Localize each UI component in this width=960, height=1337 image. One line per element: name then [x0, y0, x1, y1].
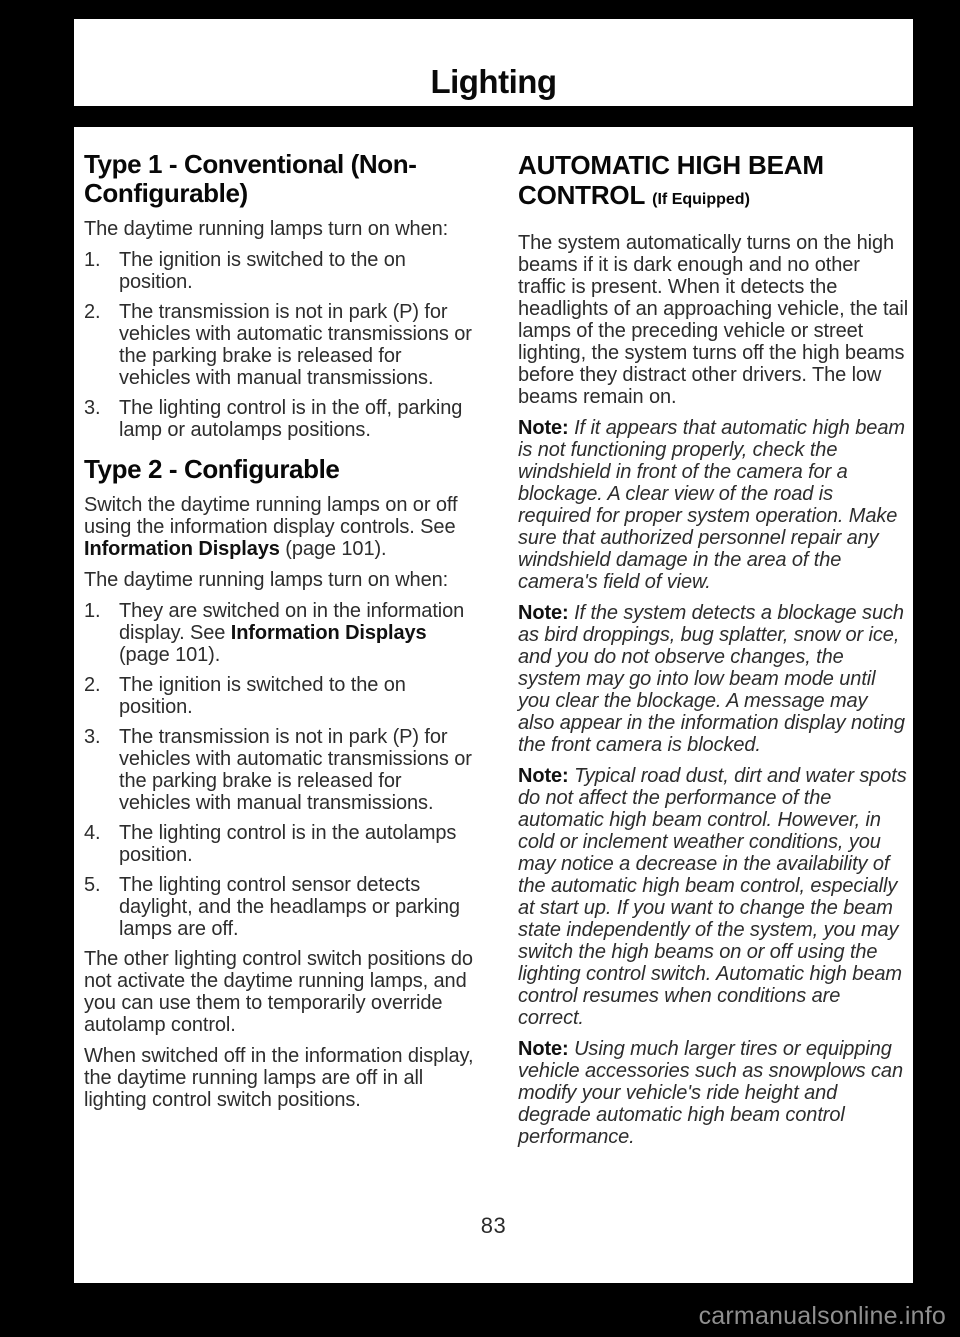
list-item-number: 1. [84, 600, 101, 622]
list-item [84, 249, 475, 293]
list-item [84, 674, 475, 718]
chapter-title: Lighting [430, 63, 557, 100]
note-label: Note: [518, 417, 569, 439]
note-paragraph [518, 765, 909, 1029]
list-item [84, 600, 475, 666]
note-paragraph [518, 602, 909, 756]
page-number: 83 [480, 1213, 507, 1238]
note-label: Note: [518, 1038, 569, 1060]
paragraph-run: (page 101). [279, 538, 387, 560]
list-item-text: The ignition is switched to the on position. [119, 249, 406, 293]
list-item-number: 4. [84, 822, 101, 844]
list-item-number: 3. [84, 726, 101, 748]
list-item-number: 1. [84, 249, 101, 271]
page-header-band [74, 19, 913, 106]
section-heading-type2: Type 2 - Configurable [84, 454, 340, 484]
list-item-number: 2. [84, 301, 101, 323]
left-column [84, 150, 475, 1157]
section-heading-type1: Type 1 - Conventional (Non-Configurable) [84, 149, 417, 208]
paragraph-run: (page 101). [119, 644, 221, 666]
paragraph-run: They are switched on in the information display. See [119, 600, 465, 644]
paragraph [84, 494, 475, 560]
list-item-text: The lighting control sensor detects daylight, and the headlamps or parking lamps are off. [119, 874, 460, 940]
list-item [84, 397, 475, 441]
section-heading-ahbc [518, 150, 909, 215]
section-heading-qualifier: (If Equipped) [652, 191, 750, 208]
list-item-number: 5. [84, 874, 101, 896]
list-item [84, 301, 475, 389]
numbered-list-type2 [84, 600, 475, 940]
list-item-text: The ignition is switched to the on position. [119, 674, 406, 718]
paragraph: The system automatically turns on the high beams if it is dark enough and no other traffic is present. When it detects the headlights of an approaching vehicle, the tail lamps of the preceding vehicle or street lighting, the system turns off the high beams before they distract other drivers. The low beams remain on. [518, 232, 909, 408]
paragraph: The other lighting control switch positions do not activate the daytime running lamps, and you can use them to temporarily override autolamp control. [84, 948, 473, 1036]
list-item [84, 822, 475, 866]
note-paragraph [518, 417, 909, 593]
note-text: Using much larger tires or equipping vehicle accessories such as snowplows can modify your vehicle's ride height and degrade automatic high beam control performance. [518, 1038, 903, 1148]
list-item [84, 726, 475, 814]
page-body [74, 127, 913, 1283]
paragraph: When switched off in the information display, the daytime running lamps are off in all lighting control switch positions. [84, 1045, 474, 1111]
note-paragraph [518, 1038, 909, 1148]
note-label: Note: [518, 602, 569, 624]
cross-reference: Information Displays [230, 622, 427, 644]
paragraph: The daytime running lamps turn on when: [84, 569, 449, 591]
list-item [84, 874, 475, 940]
numbered-list-type1 [84, 249, 475, 441]
note-text: Typical road dust, dirt and water spots do not affect the performance of the automatic high beam control. However, in cold or inclement weather conditions, you may notice a decrease in the availability of the automatic high beam control, especially at start up. If you want to change the beam state independently of the system, you may switch the high beams on or off using the lighting control switch. Automatic high beam control resumes when conditions are correct. [518, 765, 907, 1029]
paragraph: The daytime running lamps turn on when: [84, 218, 449, 240]
cross-reference: Information Displays [84, 538, 280, 560]
list-item-text: The lighting control is in the autolamps position. [119, 822, 457, 866]
paragraph-run: Switch the daytime running lamps on or off using the information display controls. See [84, 494, 458, 538]
two-column-layout [84, 150, 909, 1157]
watermark-text: carmanualsonline.info [698, 1302, 946, 1330]
list-item-number: 3. [84, 397, 101, 419]
list-item-text: The transmission is not in park (P) for vehicles with automatic transmissions or the parking brake is released for vehicles with manual transmissions. [119, 301, 472, 389]
list-item-text: The lighting control is in the off, parking lamp or autolamps positions. [119, 397, 463, 441]
note-label: Note: [518, 765, 569, 787]
list-item-number: 2. [84, 674, 101, 696]
note-text: If it appears that automatic high beam is not functioning properly, check the windshield in front of the camera for a blockage. A clear view of the road is required for proper system operation. Make sure that authorized personnel repair any windshield damage in the area of the camera's field of view. [518, 417, 905, 593]
list-item-text: The transmission is not in park (P) for vehicles with automatic transmissions or the parking brake is released for vehicles with manual transmissions. [119, 726, 472, 814]
right-column [518, 150, 909, 1157]
section-heading-main: AUTOMATIC HIGH BEAM CONTROL [518, 150, 824, 210]
note-text: If the system detects a blockage such as bird droppings, bug splatter, snow or ice, and you do not observe changes, the system may go into low beam mode until you clear the blockage. A message may also appear in the information display noting the front camera is blocked. [518, 602, 905, 756]
list-item-text [119, 600, 475, 666]
